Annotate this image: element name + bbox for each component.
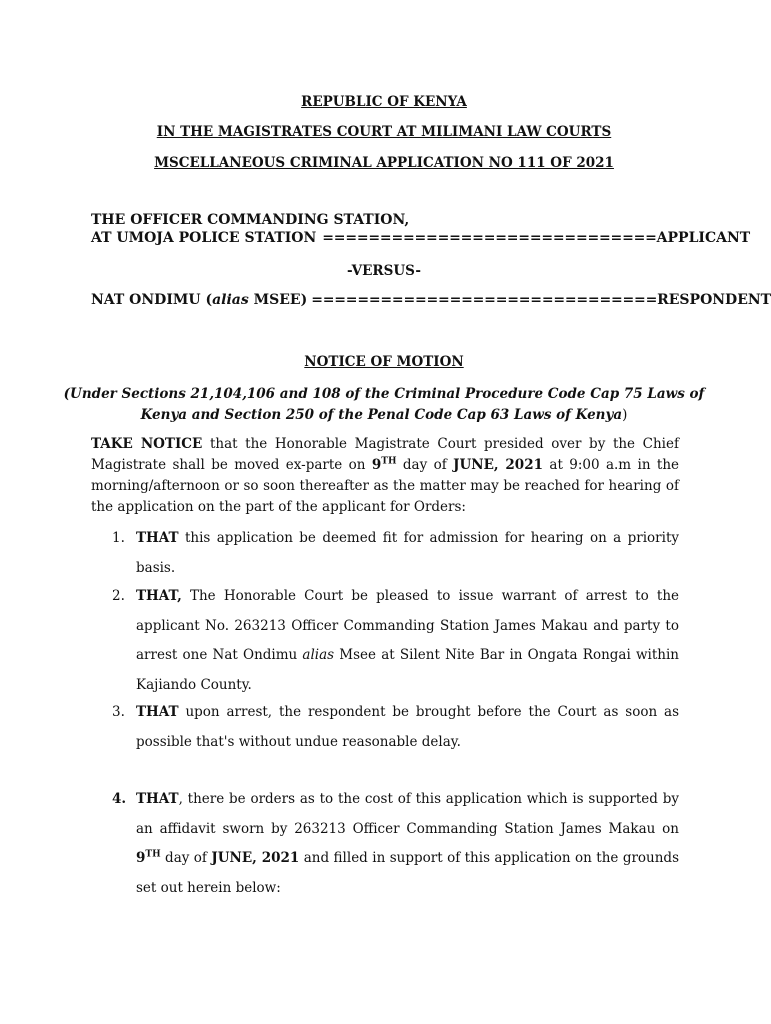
order-body-b: day of bbox=[160, 850, 212, 866]
header-republic: REPUBLIC OF KENYA bbox=[301, 94, 467, 110]
take-notice-text-3: at 9:00 a.m in the morning/afternoon or so soon thereafter as the matter may be reached for hearing of the application on the part of the applicant for Orders: bbox=[91, 457, 680, 515]
respondent-block bbox=[91, 292, 771, 308]
take-notice-month-year: JUNE, 2021 bbox=[453, 457, 543, 473]
respondent-line bbox=[91, 292, 771, 308]
applicant-role: APPLICANT bbox=[656, 230, 751, 246]
respondent-alias: alias bbox=[212, 292, 249, 308]
take-notice-text-2: day of bbox=[396, 457, 454, 473]
take-notice-paragraph bbox=[91, 434, 679, 518]
applicant-equals: ============================= bbox=[322, 230, 657, 246]
motion-title: NOTICE OF MOTION bbox=[304, 354, 464, 370]
take-notice-text-1: that the Honorable Magistrate Court presided over by the Chief Magistrate shall be moved ex-parte on bbox=[91, 436, 679, 473]
order-lead: THAT bbox=[136, 530, 179, 546]
order-alias: alias bbox=[302, 647, 335, 663]
respondent-role: RESPONDENT bbox=[657, 292, 771, 308]
order-lead: THAT bbox=[136, 704, 179, 720]
header-court: IN THE MAGISTRATES COURT AT MILIMANI LAW COURTS bbox=[156, 124, 612, 140]
applicant-line-1: THE OFFICER COMMANDING STATION, bbox=[91, 212, 410, 228]
respondent-name-start: NAT ONDIMU ( bbox=[91, 292, 213, 308]
order-item-1 bbox=[112, 524, 679, 583]
order-item-2 bbox=[112, 582, 679, 700]
motion-under-line-1: (Under Sections 21,104,106 and 108 of the Criminal Procedure Code Cap 75 Laws of bbox=[63, 386, 705, 402]
order-number: 1. bbox=[112, 530, 125, 546]
order-body-a: , there be orders as to the cost of this application which is supported by an affidavit sworn by 263213 Officer Commanding Station James Makau on bbox=[136, 791, 679, 837]
order-text bbox=[136, 524, 679, 583]
take-notice-day-sup: TH bbox=[381, 456, 397, 467]
order-text bbox=[136, 698, 679, 757]
order-day-sup: TH bbox=[145, 849, 161, 860]
respondent-name-end: MSEE) bbox=[248, 292, 308, 308]
order-body: this application be deemed fit for admission for hearing on a priority basis. bbox=[136, 530, 679, 576]
order-item-3 bbox=[112, 698, 679, 757]
order-item-4 bbox=[112, 785, 679, 903]
respondent-equals: ============================== bbox=[311, 292, 658, 308]
order-number: 4. bbox=[112, 791, 127, 807]
order-body-b: Msee at Silent Nite Bar in Ongata Rongai within Kajiando County. bbox=[136, 647, 679, 693]
order-text bbox=[136, 582, 679, 700]
order-month-year: JUNE, 2021 bbox=[211, 850, 300, 866]
applicant-line-2 bbox=[91, 230, 751, 246]
order-body: upon arrest, the respondent be brought before the Court as soon as possible that's without undue reasonable delay. bbox=[136, 704, 679, 750]
take-notice-day: 9 bbox=[371, 457, 382, 473]
motion-under-line-2: Kenya and Section 250 of the Penal Code Cap 63 Laws of Kenya bbox=[140, 407, 623, 423]
motion-under-sections bbox=[0, 384, 768, 426]
motion-under-close: ) bbox=[622, 407, 628, 423]
applicant-station: AT UMOJA POLICE STATION bbox=[91, 230, 317, 246]
versus: -VERSUS- bbox=[347, 263, 421, 279]
header-application-number: MSCELLANEOUS CRIMINAL APPLICATION NO 111 OF 2021 bbox=[154, 155, 614, 171]
applicant-block bbox=[91, 212, 751, 246]
order-lead: THAT bbox=[136, 791, 179, 807]
respondent-name bbox=[91, 292, 307, 308]
motion-under-line-2-wrap bbox=[0, 405, 768, 426]
order-lead: THAT, bbox=[136, 588, 182, 604]
order-number: 3. bbox=[112, 704, 125, 720]
order-body-c: and filled in support of this application on the grounds set out herein below: bbox=[136, 850, 679, 896]
order-day: 9 bbox=[136, 850, 146, 866]
take-notice-lead: TAKE NOTICE bbox=[91, 436, 203, 452]
order-text bbox=[136, 785, 679, 903]
order-body-a: The Honorable Court be pleased to issue warrant of arrest to the applicant No. 263213 Officer Commanding Station James Makau and party to arrest one Nat Ondimu bbox=[136, 588, 679, 663]
order-number: 2. bbox=[112, 588, 125, 604]
